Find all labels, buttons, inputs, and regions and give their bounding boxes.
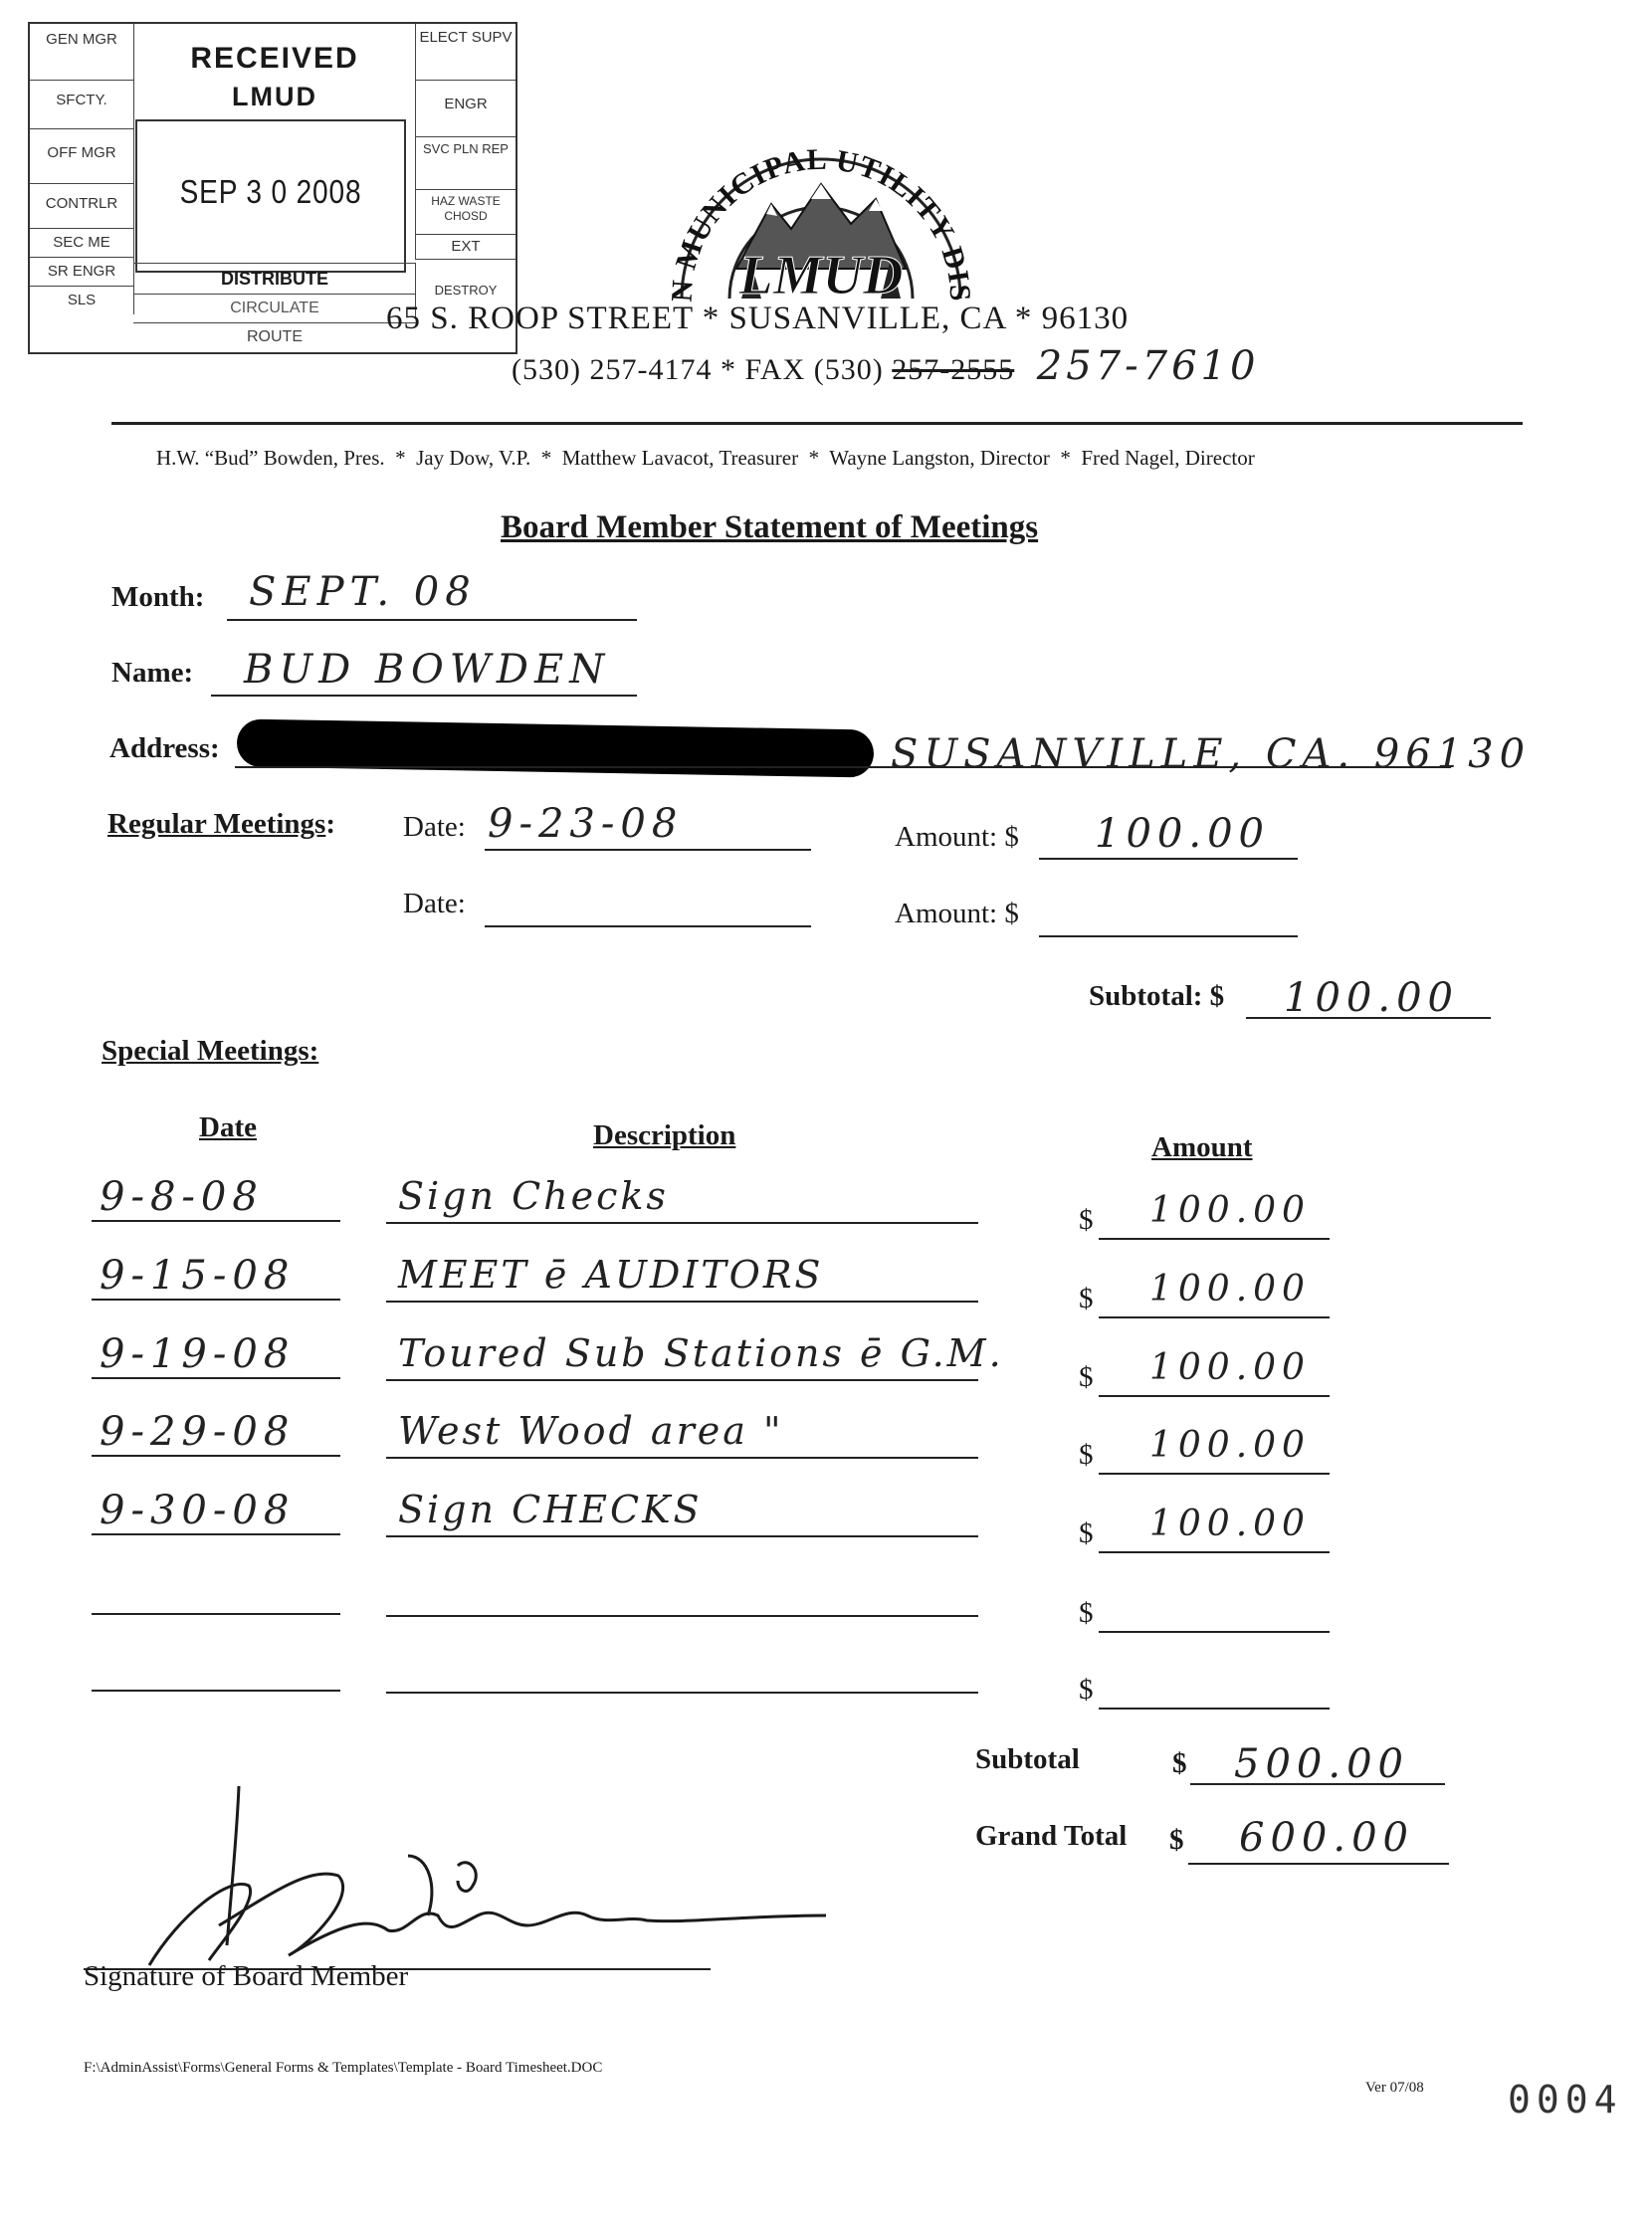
regular-meetings-colon: :	[325, 808, 336, 840]
header-rule	[111, 422, 1523, 425]
regular-subtotal-value[interactable]: 100.00	[1284, 975, 1459, 1021]
regular-date-line-2	[485, 925, 811, 927]
special-description[interactable]: MEET ē AUDITORS	[398, 1253, 824, 1297]
special-amount-line	[1099, 1631, 1330, 1633]
form-title: Board Member Statement of Meetings	[501, 509, 1039, 545]
subtotal-line	[1190, 1783, 1445, 1785]
special-amount-line	[1099, 1708, 1330, 1710]
col-header-amount: Amount	[1151, 1131, 1253, 1163]
special-description-line	[386, 1535, 978, 1537]
special-date-line	[92, 1455, 340, 1457]
regular-meetings-label	[107, 808, 335, 841]
stamp-date-box	[135, 119, 406, 273]
special-dollar: $	[1079, 1204, 1094, 1236]
subtotal-label: Subtotal	[975, 1743, 1080, 1775]
special-amount[interactable]: 100.00	[1149, 1269, 1311, 1309]
regular-amount-line-1	[1039, 858, 1298, 860]
stamp-box-sec-me: SEC ME	[53, 234, 110, 251]
regular-date-line-1	[485, 849, 811, 851]
special-dollar: $	[1079, 1361, 1094, 1393]
org-address: 65 S. ROOP STREET * SUSANVILLE, CA * 96130	[386, 301, 1130, 336]
stamp-distribute: DISTRIBUTE	[133, 263, 416, 295]
regular-amount-1[interactable]: 100.00	[1095, 811, 1270, 857]
col-header-description: Description	[593, 1119, 736, 1151]
footer-version: Ver 07/08	[1365, 2080, 1424, 2096]
signature-label: Signature of Board Member	[84, 1960, 409, 1992]
special-description-line	[386, 1301, 978, 1303]
address-value[interactable]: SUSANVILLE, CA. 96130	[891, 731, 1532, 777]
special-date-line	[92, 1377, 340, 1379]
name-label: Name:	[111, 657, 194, 689]
special-amount[interactable]: 100.00	[1149, 1190, 1311, 1231]
special-description-line	[386, 1222, 978, 1224]
special-dollar: $	[1079, 1439, 1094, 1471]
special-dollar: $	[1079, 1597, 1094, 1629]
special-meetings-label: Special Meetings:	[102, 1035, 319, 1067]
stamp-box-elect-supv: ELECT SUPV	[419, 29, 513, 46]
month-value[interactable]: SEPT. 08	[249, 569, 477, 615]
regular-subtotal-label: Subtotal: $	[1089, 980, 1225, 1012]
special-description-line	[386, 1379, 978, 1381]
address-label: Address:	[109, 732, 220, 764]
special-description-line	[386, 1615, 978, 1617]
special-description-line	[386, 1457, 978, 1459]
subtotal-value[interactable]: 500.00	[1234, 1741, 1409, 1787]
signature-scribble	[109, 1766, 846, 1980]
regular-date-1[interactable]: 9-23-08	[488, 801, 684, 847]
special-dollar: $	[1079, 1674, 1094, 1706]
org-phone-text: (530) 257-4174 * FAX (530)	[512, 353, 884, 386]
special-amount[interactable]: 100.00	[1149, 1347, 1311, 1388]
special-date-line	[92, 1220, 340, 1222]
special-date[interactable]: 9-30-08	[100, 1488, 296, 1533]
page-number: 0004	[1508, 2078, 1623, 2121]
org-phone	[512, 343, 1259, 389]
special-date[interactable]: 9-15-08	[100, 1253, 296, 1299]
grand-total-value[interactable]: 600.00	[1239, 1815, 1414, 1861]
month-line	[227, 619, 637, 621]
special-amount[interactable]: 100.00	[1149, 1504, 1311, 1544]
stamp-box-sr-engr: SR ENGR	[47, 263, 116, 280]
grand-total-line	[1188, 1863, 1449, 1865]
name-value[interactable]: BUD BOWDEN	[244, 647, 611, 693]
special-date-line	[92, 1613, 340, 1615]
special-amount-line	[1099, 1395, 1330, 1397]
special-date[interactable]: 9-29-08	[100, 1409, 296, 1455]
address-line	[235, 766, 1451, 768]
stamp-box-sls: SLS	[67, 292, 97, 308]
lmud-logo-graphic	[642, 100, 1000, 308]
subtotal-dollar: $	[1172, 1747, 1187, 1779]
stamp-date: SEP 3 0 2008	[179, 173, 362, 210]
regular-date-label-2: Date:	[403, 888, 466, 919]
special-amount-line	[1099, 1473, 1330, 1475]
special-date[interactable]: 9-8-08	[100, 1174, 264, 1220]
regular-meetings-title: Regular Meetings	[107, 808, 326, 840]
special-date[interactable]: 9-19-08	[100, 1331, 296, 1377]
address-redaction	[237, 718, 875, 777]
regular-subtotal-line	[1246, 1017, 1491, 1019]
footer-path: F:\AdminAssist\Forms\General Forms & Templates\Template - Board Timesheet.DOC	[84, 2060, 603, 2076]
special-dollar: $	[1079, 1517, 1094, 1549]
regular-amount-line-2	[1039, 935, 1298, 937]
regular-date-label-1: Date:	[403, 811, 466, 843]
logo-arc-text: N MUNICIPAL UTILITY DIS	[665, 142, 977, 303]
special-description[interactable]: Toured Sub Stations ē G.M.	[398, 1331, 1004, 1375]
org-fax-new: 257-7610	[1036, 343, 1260, 389]
grand-total-label: Grand Total	[975, 1820, 1128, 1852]
logo-mark: LMUD	[738, 245, 904, 306]
stamp-box-off-mgr: OFF MGR	[47, 144, 116, 161]
board-members: H.W. “Bud” Bowden, Pres. * Jay Dow, V.P. * Matthew Lavacot, Treasurer * Wayne Langston, Director * Fred Nagel, Director	[156, 446, 1255, 470]
stamp-org: LMUD	[232, 82, 317, 111]
stamp-box-destroy: DESTROY	[434, 283, 498, 298]
stamp-box-engr: ENGR	[444, 96, 488, 112]
stamp-box-sfcty: SFCTY.	[56, 92, 107, 108]
stamp-received: RECEIVED	[190, 42, 359, 75]
stamp-box-svc-pln-rep: SVC PLN REP	[423, 141, 509, 156]
stamp-box-ext: EXT	[451, 238, 481, 255]
stamp-box-contrlr: CONTRLR	[45, 195, 118, 212]
special-date-line	[92, 1299, 340, 1301]
special-date-line	[92, 1690, 340, 1692]
regular-amount-label-2: Amount: $	[895, 898, 1019, 929]
regular-amount-label-1: Amount: $	[895, 821, 1019, 853]
special-description-line	[386, 1692, 978, 1694]
stamp-box-gen-mgr: GEN MGR	[46, 31, 117, 48]
special-description[interactable]: Sign Checks	[398, 1174, 669, 1218]
special-date-line	[92, 1533, 340, 1535]
stamp-route: ROUTE	[247, 328, 303, 345]
special-amount-line	[1099, 1316, 1330, 1318]
special-dollar: $	[1079, 1283, 1094, 1314]
signature[interactable]	[109, 1766, 846, 1980]
special-amount-line	[1099, 1238, 1330, 1240]
special-description[interactable]: Sign CHECKS	[398, 1488, 703, 1531]
special-amount-line	[1099, 1551, 1330, 1553]
month-label: Month:	[111, 581, 205, 613]
stamp-box-haz-waste: HAZ WASTE CHOSD	[431, 194, 501, 223]
grand-total-dollar: $	[1169, 1824, 1184, 1856]
stamp-circulate: CIRCULATE	[133, 295, 416, 323]
org-fax-old: 257-2555	[892, 353, 1015, 386]
name-line	[211, 695, 637, 697]
lmud-logo	[642, 100, 1000, 308]
special-amount[interactable]: 100.00	[1149, 1425, 1311, 1466]
special-description[interactable]: West Wood area "	[398, 1409, 784, 1453]
col-header-date: Date	[199, 1111, 257, 1143]
